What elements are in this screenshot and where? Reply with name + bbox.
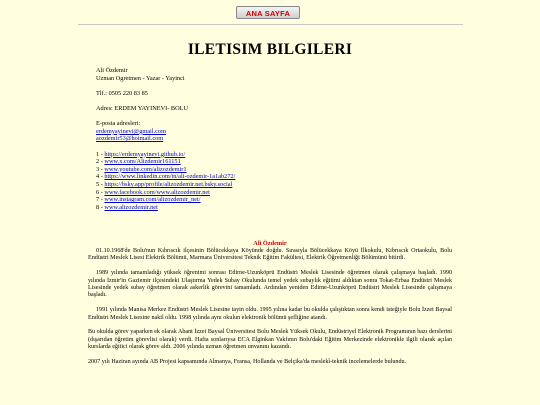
link-row-8: 8 - www.alizozdemir.net [96, 203, 158, 211]
contact-address: Adres: ERDEM YAYINEVI- BOLU [96, 104, 189, 112]
top-bar [0, 0, 540, 24]
link-row-3: 3 - www.youtube.com/alizozdemir1 [96, 165, 187, 173]
email-link-2[interactable]: aozdemir53@hotmail.com [96, 135, 164, 143]
bio-text [88, 248, 452, 374]
social-link-6[interactable]: www.facebook.com/www.alizozdemir.net [104, 188, 210, 196]
home-button[interactable]: ANA SAYFA [236, 6, 300, 19]
social-link-7[interactable]: www.instagram.com/alizozdemir_net/ [104, 196, 201, 204]
bio-heading: Ali Özdemir [253, 240, 287, 247]
email-heading: E-posta adresleri: [96, 120, 141, 128]
social-link-5[interactable]: https://bsky.app/profile/alizozdemir.net.bsky.social [104, 180, 233, 188]
email-link-1[interactable]: erdemyayinevi@gmail.com [96, 127, 166, 135]
page-title: ILETISIM BILGILERI [187, 41, 353, 58]
bio-paragraph-5: 2007 yılı Haziran ayında AB Projesi kapsamında Almanya, Fransa, Hollanda ve Belçika'da meslekî-teknik incelemelerde bulundu. [88, 359, 407, 366]
link-row-1: 1 - https://erdemyayinevi.github.io/ [96, 150, 186, 158]
link-row-4: 4 - https://www.linkedin.com/in/ali-ozdemir-1a1ab272/ [96, 173, 236, 181]
link-row-7: 7 - www.instagram.com/alizozdemir_net/ [96, 196, 201, 204]
social-link-3[interactable]: www.youtube.com/alizozdemir1 [104, 165, 187, 173]
bio-paragraph-2: 1989 yılında tamamladığı yüksek öğrenimi sonrası Edirne-Uzunköprü Endüstri Meslek Lisesinde öğretmen olarak çalışmaya başladı. 1990 yılında İzmir'in Gaziemir ilçesindeki Ulaştırma Yedek Subay Okulunda temel yedek subaylık eğitimi aldıktan sonra Tokat-Erbaa Endüstri Meslek Lisesinde yedek subay öğretmen olarak askerlik görevini tamamladı. Ardından yeniden Edirne-Uzunköprü Endüstri Meslek Lisesinde çalışmaya başladı. [88, 270, 452, 299]
contact-name: Ali Özdemir [96, 67, 128, 74]
social-link-8[interactable]: www.alizozdemir.net [104, 203, 158, 211]
top-divider [78, 24, 463, 25]
social-link-4[interactable]: https://www.linkedin.com/in/ali-ozdemir-1a1ab272/ [104, 173, 236, 181]
social-link-2[interactable]: www.x.com/Alizdemir161151 [104, 158, 181, 166]
bio-paragraph-4: Bu okulda görev yaparken ek olarak Abant İzzet Baysal Üniversitesi Bolu Meslek Yüksek Okulu, Endüstriyel Elektronik Programının bazı derslerini (dışarıdan öğretim görevlisi olarak) verdi. Hafta sonlarıysa ECA Elginkan Vakfının Bolu'daki Eğitim Merkezinde elektronikle ilgili olarak açılan kurslarda eğitici olarak görev aldı. 2006 yılında uzman öğretmen unvanını kazandı. [88, 329, 452, 351]
contact-phone: Tlf.: 0505 220 83 85 [96, 89, 148, 97]
contact-role: Uzman Ogretmen - Yazar - Yayinci [96, 74, 185, 82]
link-row-2: 2 - www.x.com/Alizdemir161151 [96, 158, 181, 166]
bio-paragraph-3: 1991 yılında Manisa Merkez Endüstri Meslek Lisesine tayin oldu. 1995 yılına kadar bu okulda çalıştıktan sonra kendi isteğiyle Bolu İzzet Baysal Endüstri Meslek Lisesine nakil oldu. 1998 yılında aynı okulun elektronik bölümü şefliğine atandı. [88, 307, 452, 321]
contact-block [96, 67, 456, 211]
social-link-1[interactable]: https://erdemyayinevi.github.io/ [104, 150, 186, 158]
link-row-5: 5 - https://bsky.app/profile/alizozdemir.net.bsky.social [96, 180, 233, 188]
bio-paragraph-1: 01.10.1968'de Bolu'nun Kıbrıscık ilçesinin Bölücekkaya Köyünde doğdu. Sırasıyla Bölücekkaya Köyü İlkokulu, Kıbrıscık Ortaokulu, Bolu Endüstri Meslek Lisesi Elektrik Bölümü, Marmara Üniversitesi Teknik Eğitim Fakültesi, Elektrik Öğretmenliği Bölümünü bitirdi. [88, 248, 452, 262]
link-row-6: 6 - www.facebook.com/www.alizozdemir.net [96, 188, 210, 196]
